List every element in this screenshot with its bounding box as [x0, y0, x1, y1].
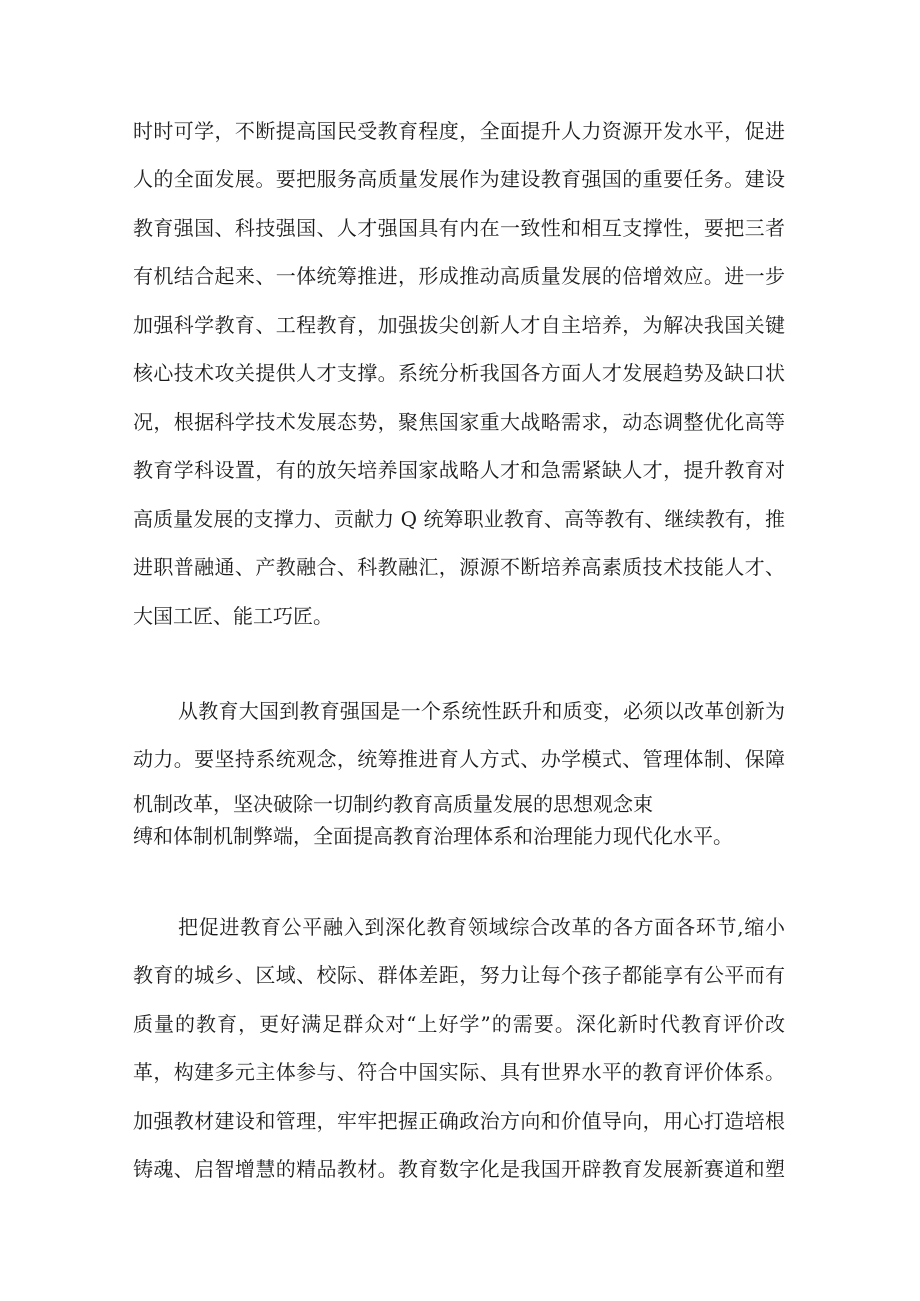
text-line: 高质量发展的支撑力、贡献力 Q 统筹职业教育、高等教有、继续教有，推 — [133, 506, 785, 531]
text-line: 缚和体制机制弊端，全面提高教育治理体系和治理能力现代化水平。 — [133, 823, 733, 848]
text-line: 进职普融通、产教融合、科教融汇，源源不断培养高素质技术技能人才、 — [133, 555, 785, 579]
text-line: 时时可学，不断提高国民受教育程度，全面提升人力资源开发水平，促进 — [133, 118, 785, 143]
text-line: 加强科学教育、工程教育，加强拔尖创新人才自主培养，为解决我国关键 — [133, 312, 785, 337]
text-line: 况，根据科学技术发展态势，聚焦国家重大战略需求，动态调整优化高等 — [133, 409, 785, 434]
text-line: 加强教材建设和管理，牢牢把握正确政治方向和价值导向，用心打造培根 — [133, 1108, 785, 1133]
text-line: 从教育大国到教育强国是一个系统性跃升和质变，必须以改革创新为 — [178, 698, 785, 723]
text-line: 革，构建多元主体参与、符合中国实际、具有世界水平的教育评价体系。 — [133, 1060, 785, 1084]
paragraph — [133, 107, 785, 641]
document-body — [133, 107, 785, 1194]
text-line: 把促进教育公平融入到深化教育领域综合改革的各方面各环节,缩小 — [178, 914, 785, 939]
text-line: 教育学科设置，有的放矢培养国家战略人才和急需紧缺人才，提升教育对 — [133, 458, 785, 482]
text-line: 教育强国、科技强国、人才强国具有内在一致性和相互支撑性，要把三者 — [133, 215, 785, 240]
text-line: 动力。要坚持系统观念，统筹推进育人方式、办学模式、管理体制、保障 — [133, 747, 785, 771]
paragraph — [133, 687, 785, 848]
text-line: 核心技术攻关提供人才支撑。系统分析我国各方面人才发展趋势及缺口状 — [133, 361, 785, 385]
text-line: 铸魂、启智增慧的精品教材。教育数字化是我国开辟教育发展新赛道和塑 — [133, 1157, 785, 1181]
text-line: 机制改革，坚决破除一切制约教育高质量发展的思想观念束 — [133, 791, 653, 816]
text-line: 教育的城乡、区域、校际、群体差距，努力让每个孩子都能享有公平而有 — [133, 963, 785, 987]
paragraph — [133, 903, 785, 1194]
text-line: 质量的教育，更好满足群众对“上好学”的需要。深化新时代教育评价改 — [133, 1011, 785, 1036]
text-line: 人的全面发展。要把服务高质量发展作为建设教育强国的重要任务。建设 — [133, 167, 785, 191]
text-line: 大国工匠、能工巧匠。 — [133, 603, 333, 628]
text-line: 有机结合起来、一体统筹推进，形成推动高质量发展的倍增效应。进一步 — [133, 264, 785, 288]
